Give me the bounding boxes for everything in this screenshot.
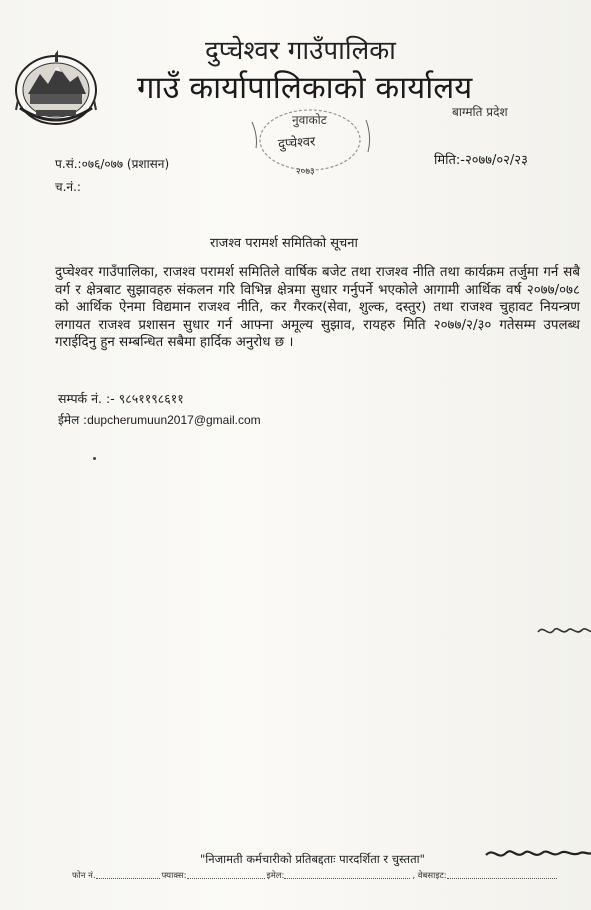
signature-scribble xyxy=(536,622,591,640)
contact-number: सम्पर्क नं. :- ९८५११९८६११ xyxy=(58,391,184,406)
province-name: बाग्मति प्रदेश xyxy=(452,105,508,119)
footer-email-label: इमेल: xyxy=(266,871,285,881)
dispatch-number: च.नं.: xyxy=(55,180,81,194)
email-address: dupcherumuun2017@gmail.com xyxy=(87,413,261,427)
email-label: ईमेल : xyxy=(58,413,88,427)
notice-title: राजश्व परामर्श समितिको सूचना xyxy=(210,236,358,251)
stamp-text-mid: दुप्चेश्वर xyxy=(277,134,316,153)
stamp-text-bottom: २०७३ xyxy=(296,167,315,177)
letter-date: मिति:-२०७७/०२/२३ xyxy=(434,153,528,168)
notice-body: दुप्चेश्वर गाउँपालिका, राजश्व परामर्श समितिले वार्षिक बजेट तथा राजश्व नीति तथा कार्यक्रम तर्जुमा गर्न सबै वर्ग र क्षेत्रबाट सुझावहरु संकलन गरि विभिन्न क्षेत्रमा सुधार गर्नुपर्ने भएकोले आगामी आर्थिक वर्ष २०७७/०७८ को आर्थिक ऐनमा विद्यमान राजश्व नीति, कर गैरकर(सेवा, शुल्क, दस्तुर) तथा राजश्व चुहावट नियन्त्रण लगायत राजश्व प्रशासन सुधार गर्न आफ्ना अमूल्य सुझाव, रायहरु मिति २०७७/२/३० गतेसम्म उपलब्ध गराईदिनु हुन सम्बन्धित सबैमा हार्दिक अनुरोध छ । xyxy=(55,265,580,351)
nepal-emblem-icon xyxy=(14,50,98,126)
footer-fax-label: फ्याक्स: xyxy=(161,871,187,881)
ink-dot xyxy=(93,457,96,460)
email-line xyxy=(58,411,261,428)
office-stamp xyxy=(248,102,378,180)
signature-scribble-footer xyxy=(484,843,591,863)
stamp-text-top: नुवाकोट xyxy=(292,113,327,127)
office-name: गाउँ कार्यापालिकाको कार्यालय xyxy=(137,70,473,106)
municipality-name: दुप्चेश्वर गाउँपालिका xyxy=(205,36,396,66)
footer-website-label: , वेबसाइट: xyxy=(412,871,447,881)
footer-motto: "निजामती कर्मचारीको प्रतिबद्दताः पारदर्शिता र चुस्तता" xyxy=(200,852,425,866)
footer-contact-line xyxy=(72,870,572,881)
footer-phone-label: फोन नं. xyxy=(72,871,96,881)
reference-number: प.सं.:०७६/०७७ (प्रशासन) xyxy=(55,157,170,171)
